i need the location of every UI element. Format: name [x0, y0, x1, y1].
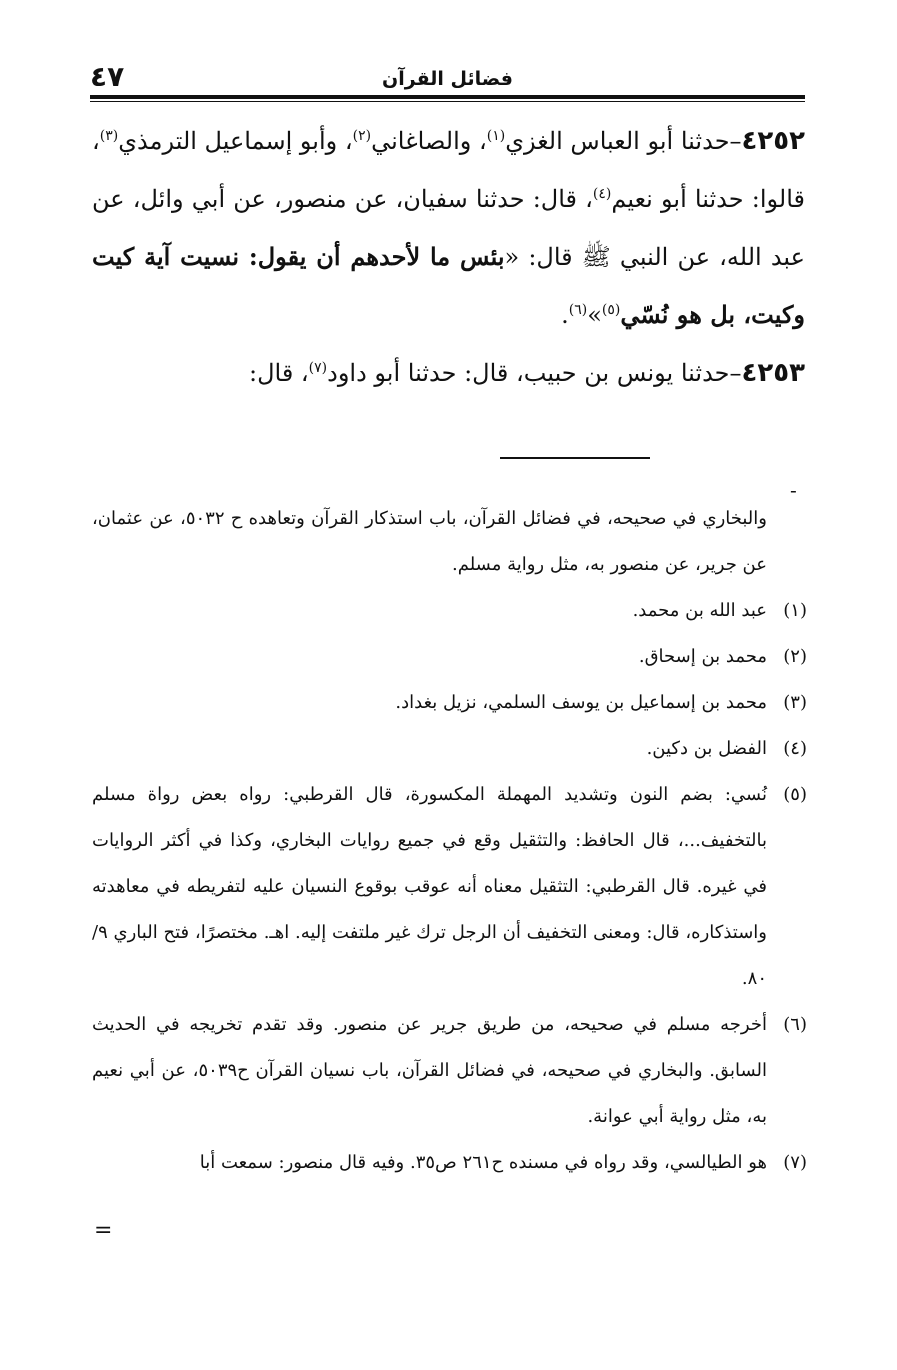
page-end-mark: =: [94, 1218, 113, 1243]
hadith-matn-bold: بئس ما لأحدهم أن يقول: نسيت آية كيت وكيت، بل هو نُسّي: [92, 242, 805, 329]
footnote-ref: (٤): [592, 186, 612, 202]
footnote-ref: (٢): [352, 128, 372, 144]
footnote-label: (٥): [783, 784, 807, 805]
footnote-text: محمد بن إسماعيل بن يوسف السلمي، نزيل بغداد.: [395, 692, 767, 713]
hadith-text: –حدثنا يونس بن حبيب، قال: حدثنا أبو داود: [327, 359, 742, 387]
footnote-text: هو الطيالسي، وقد رواه في مسنده ح٢٦١ ص٣٥. وفيه قال منصور: سمعت أبا: [199, 1152, 767, 1173]
hadith-text: »: [587, 301, 602, 329]
hadith-text: ، قال: حدثنا سفيان، عن منصور، عن أبي وائل، عن عبد الله، عن النبي ﷺ قال: «: [92, 185, 805, 271]
running-title: فضائل القرآن: [382, 68, 513, 90]
footnote-item: [92, 634, 807, 680]
footnote-text: محمد بن إسحاق.: [638, 646, 767, 667]
hadith-text: –حدثنا أبو العباس الغزي: [505, 127, 742, 155]
footnote-item: [92, 588, 807, 634]
footnote-ref: (١): [486, 128, 506, 144]
footnotes: [92, 496, 807, 1186]
footnote-text: أخرجه مسلم في صحيحه، من طريق جرير عن منصور. وقد تقدم تخريجه في الحديث السابق. والبخاري في صحيحه، في فضائل القرآن، باب نسيان القرآن ح٥٠٣٩، عن أبي نعيم به، مثل رواية أبي عوانة.: [92, 1014, 767, 1127]
footnote-ref: (٣): [99, 128, 119, 144]
footnote-continuation: والبخاري في صحيحه، في فضائل القرآن، باب استذكار القرآن وتعاهده ح ٥٠٣٢، عن عثمان، عن جرير، عن منصور به، مثل رواية مسلم.: [92, 508, 767, 575]
hadith-4252: [92, 112, 805, 344]
footnote-ref: (٧): [308, 360, 328, 376]
footnote-item: [92, 1140, 807, 1186]
header-rule-thick: [90, 95, 805, 99]
hadith-number: ٤٢٥٢: [741, 126, 806, 156]
hadith-text: .: [561, 301, 569, 329]
footnote-label: (٧): [783, 1152, 807, 1173]
hadith-text: ، قالوا: حدثنا أبو نعيم: [92, 127, 805, 213]
footnote-label: (٣): [783, 692, 807, 713]
hadith-number: ٤٢٥٣: [741, 358, 805, 388]
footnote-item: [92, 680, 807, 726]
footnote-separator: [500, 457, 650, 459]
footnote-ref: (٥): [601, 302, 621, 318]
footnote-label: (٦): [783, 1014, 807, 1035]
footnote-label: (١): [783, 600, 807, 621]
footnote-label: (٤): [783, 738, 807, 759]
hadith-4253: [92, 344, 805, 402]
page-header: [90, 60, 805, 94]
footnote-text: عبد الله بن محمد.: [632, 600, 767, 621]
page-number: ٤٧: [90, 60, 125, 93]
footnote-label: (٢): [783, 646, 807, 667]
footnote-item: [92, 1002, 807, 1140]
main-text: [92, 112, 805, 402]
header-rule-thin: [90, 101, 805, 102]
footnote-item: [92, 772, 807, 1002]
footnote-text: الفضل بن دكين.: [646, 738, 767, 759]
footnote-ref: (٦): [568, 302, 588, 318]
hadith-text: ، قال:: [248, 359, 309, 387]
footnote-text: نُسي: بضم النون وتشديد المهملة المكسورة، قال القرطبي: رواه بعض رواة مسلم بالتخفيف...، قال الحافظ: والتثقيل وقع في جميع روايات البخاري، وكذا في أكثر الروايات في غيره. قال القرطبي: التثقيل معناه أنه عوقب بوقوع النسيان عليه لتفريطه في معاهدته واستذكاره، قال: ومعنى التخفيف أن الرجل ترك غير ملتفت إليه. اهـ. مختصرًا، فتح الباري ٩/ ٨٠.: [92, 784, 767, 989]
hadith-text: ، والصاغاني: [371, 127, 487, 155]
continuation-mark: -: [790, 478, 797, 502]
hadith-text: ، وأبو إسماعيل الترمذي: [118, 127, 353, 155]
footnote-item: [92, 726, 807, 772]
